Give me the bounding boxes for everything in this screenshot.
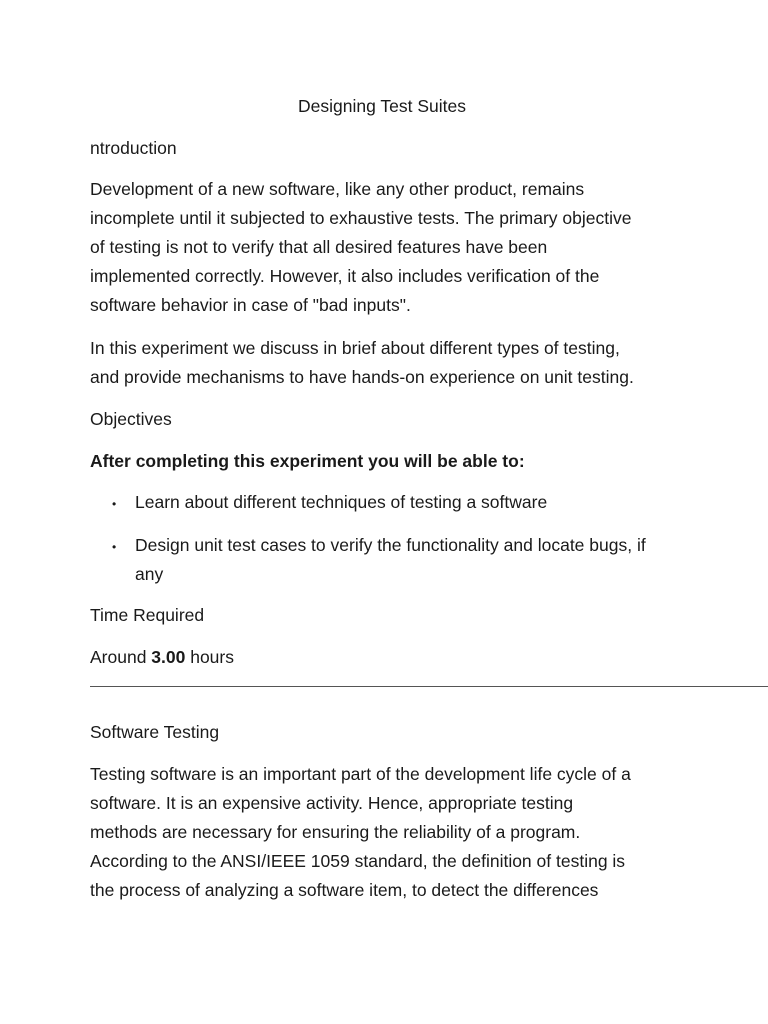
paragraph-line: software. It is an expensive activity. Hence, appropriate testing [90, 793, 574, 813]
paragraph-line: incomplete until it subjected to exhaustive tests. The primary objective [90, 208, 632, 228]
time-prefix: Around [90, 647, 152, 667]
bullet-icon: • [112, 540, 117, 554]
section-paragraph [90, 760, 631, 905]
paragraph-line: Development of a new software, like any other product, remains [90, 179, 585, 199]
objective-item [135, 531, 646, 589]
paragraph-line: of testing is not to verify that all desired features have been [90, 237, 548, 257]
paragraph-line: software behavior in case of "bad inputs". [90, 295, 411, 315]
paragraph-line: Testing software is an important part of the development life cycle of a [90, 764, 631, 784]
objective-line: Design unit test cases to verify the functionality and locate bugs, if [135, 535, 646, 555]
document-title: Designing Test Suites [298, 96, 466, 116]
intro-paragraph [90, 175, 631, 320]
objective-line: Learn about different techniques of testing a software [135, 492, 548, 512]
time-required-value [90, 643, 234, 672]
objective-line: any [135, 564, 164, 584]
time-suffix: hours [185, 647, 234, 667]
paragraph-line: the process of analyzing a software item, to detect the differences [90, 880, 599, 900]
objectives-lead: After completing this experiment you will be able to: [90, 451, 525, 471]
paragraph-line: According to the ANSI/IEEE 1059 standard, the definition of testing is [90, 851, 626, 871]
section-divider [90, 686, 768, 687]
time-value: 3.00 [151, 647, 186, 667]
paragraph-line: methods are necessary for ensuring the reliability of a program. [90, 822, 581, 842]
section-heading: Software Testing [90, 722, 220, 742]
objectives-heading: Objectives [90, 409, 172, 429]
paragraph-line: In this experiment we discuss in brief about different types of testing, [90, 338, 620, 358]
experiment-paragraph [90, 334, 634, 392]
paragraph-line: implemented correctly. However, it also includes verification of the [90, 266, 600, 286]
bullet-icon: • [112, 497, 117, 511]
objective-item [135, 488, 547, 517]
intro-heading: ntroduction [90, 138, 177, 158]
paragraph-line: and provide mechanisms to have hands-on experience on unit testing. [90, 367, 634, 387]
time-heading: Time Required [90, 605, 205, 625]
